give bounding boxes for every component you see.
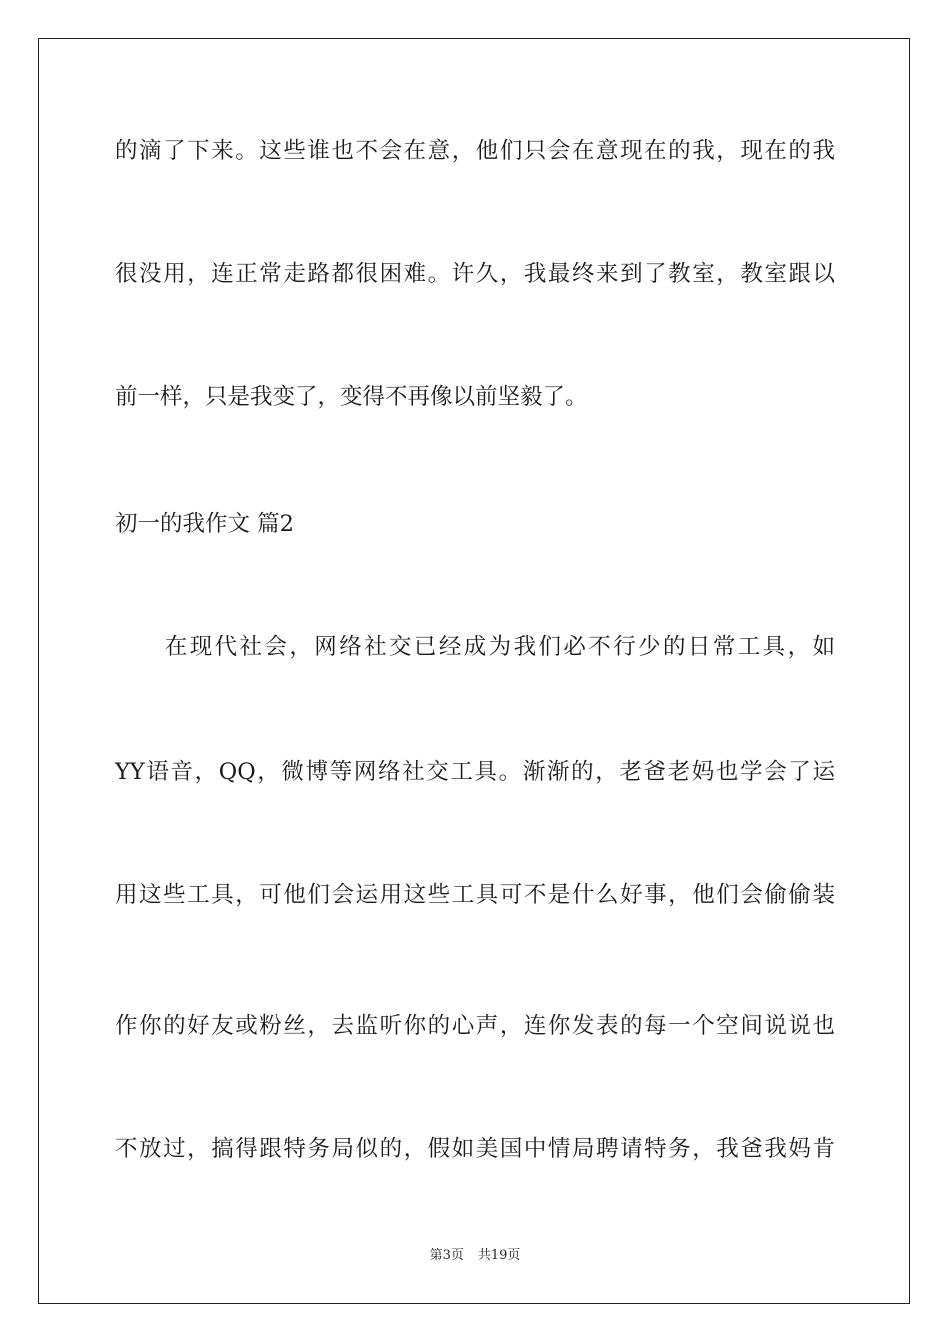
- text-line: 前一样，只是我变了，变得不再像以前坚毅了。: [115, 384, 588, 410]
- text-line: 的滴了下来。这些谁也不会在意，他们只会在意现在的我，现在的我: [115, 138, 835, 164]
- text-line: 在现代社会，网络社交已经成为我们必不行少的日常工具，如: [115, 634, 835, 660]
- text-line: 用这些工具，可他们会运用这些工具可不是什么好事，他们会偷偷装: [115, 882, 835, 908]
- total-pages: 共19页: [477, 1248, 521, 1263]
- text-line: 作你的好友或粉丝，去监听你的心声，连你发表的每一个空间说说也: [115, 1013, 835, 1039]
- page-number: 第3页: [429, 1248, 464, 1263]
- text-line: 不放过，搞得跟特务局似的，假如美国中情局聘请特务，我爸我妈肯: [115, 1136, 835, 1162]
- page-border: [38, 38, 910, 1304]
- page-footer: [0, 1247, 950, 1265]
- text-line: YY语音，QQ，微博等网络社交工具。渐渐的，老爸老妈也学会了运: [115, 759, 835, 785]
- text-line: 很没用，连正常走路都很困难。许久，我最终来到了教室，教室跟以: [115, 261, 835, 287]
- section-heading: 初一的我作文 篇2: [115, 511, 294, 537]
